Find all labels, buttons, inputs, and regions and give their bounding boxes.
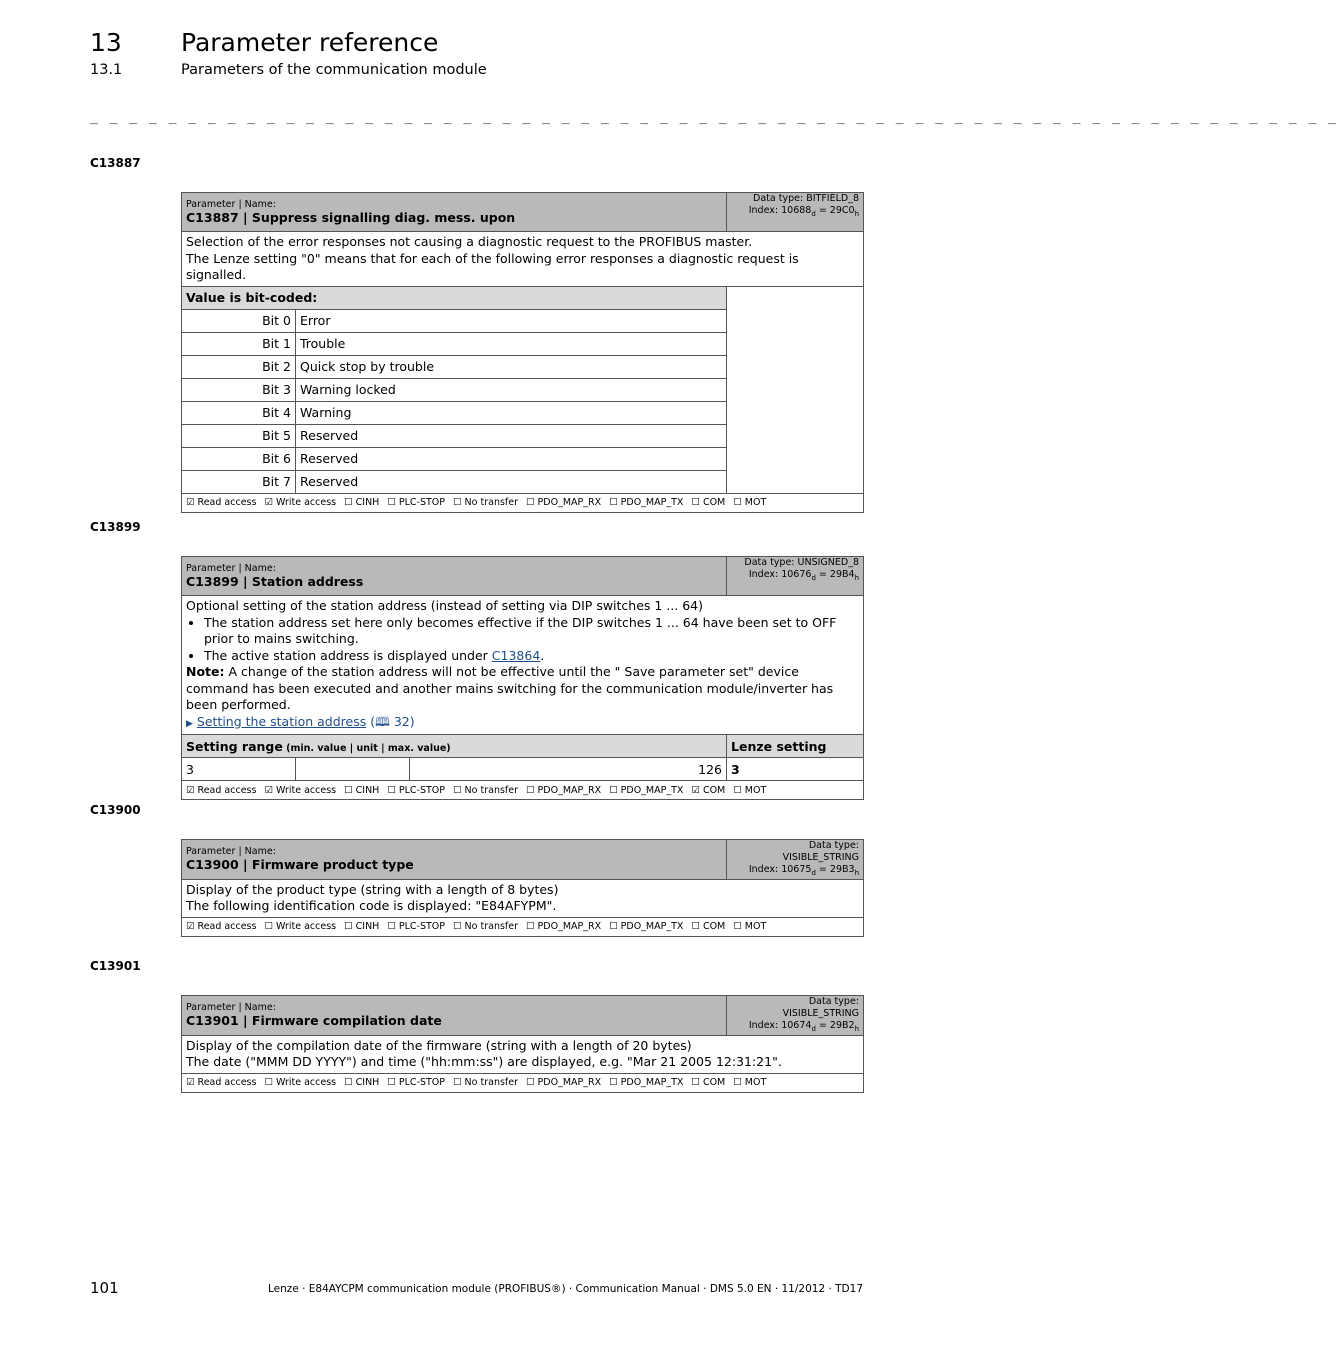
flag-write: ☐ Write access [264,1077,337,1089]
flag-pdo-rx: ☐ PDO_MAP_RX [526,784,602,796]
flag-no-transfer: ☐ No transfer [453,784,519,796]
flag-mot: ☐ MOT [733,784,767,796]
flag-com: ☐ COM [691,1077,726,1089]
index: Index: 10676 [748,569,812,580]
desc-line: Optional setting of the station address (instead of setting via DIP switches 1 ... 64) [186,598,703,613]
footer-text: Lenze · E84AYCPM communication module (PROFIBUS®) · Communication Manual · DMS 5.0 EN · 11/2012 · TD17 [268,1283,863,1295]
c13900-header [182,840,727,880]
index-hex: = 29C0 [815,205,855,216]
index-sub-h: h [854,868,859,877]
station-address-link[interactable]: Setting the station address [196,713,367,729]
c13901-flags [182,1073,864,1092]
desc-line: The date ("MMM DD YYYY") and time ("hh:mm:ss") are displayed, e.g. "Mar 21 2005 12:31:21". [186,1054,782,1070]
flag-read: ☑ Read access [186,497,257,508]
c13899-flags [182,781,864,800]
section-number: 13.1 [90,62,123,78]
bit-number: Bit 6 [182,447,296,470]
note [186,664,859,714]
c13900-table [181,839,864,937]
index-sub-d: d [811,868,816,877]
c13899-table [181,556,864,800]
link-page: 32) [389,713,415,729]
desc-line: Display of the product type (string with a length of 8 bytes) [186,881,559,897]
lenze-setting-label: Lenze setting [727,735,864,758]
flag-read: ☑ Read access [186,1077,257,1089]
c13899-name: C13899 | Station address [186,574,364,589]
flag-pdo-tx: ☐ PDO_MAP_TX [609,784,684,796]
flag-no-transfer: ☐ No transfer [453,921,519,933]
index-sub-h: h [854,1024,859,1033]
bit-desc: Warning locked [296,378,727,401]
flag-com: ☐ COM [691,921,726,933]
flag-pdo-rx: ☐ PDO_MAP_RX [526,1077,602,1089]
flag-pdo-tx: ☐ PDO_MAP_TX [609,497,684,508]
section-title: Parameters of the communication module [181,62,487,78]
index-hex: = 29B2 [815,1020,855,1031]
flag-pdo-tx: ☐ PDO_MAP_TX [609,1077,684,1089]
flag-mot: ☐ MOT [733,497,767,508]
bit-desc: Reserved [296,447,727,470]
flag-cinh: ☐ CINH [344,497,380,508]
bit-number: Bit 5 [182,424,296,447]
param-name-label: Parameter | Name: [186,199,276,210]
c13900-description [182,879,864,917]
c13900-flags [182,917,864,936]
index-sub-h: h [854,573,859,582]
c13901-header [182,996,727,1036]
flag-read: ☑ Read access [186,784,257,796]
note-text: A change of the station address will not be effective until the " Save parameter set" device command has been executed and another mains switching for the communication module/inverter has been performed. [186,664,834,712]
index: Index: 10688 [748,205,812,216]
range-unit [296,758,410,781]
flag-cinh: ☐ CINH [344,784,380,796]
range-min: 3 [182,758,296,781]
bit-desc: Warning [296,401,727,424]
c13901-datatype [727,996,864,1036]
flag-write: ☑ Write access [264,784,337,796]
header-rule: _ _ _ _ _ _ _ _ _ _ _ _ _ _ _ _ _ _ _ _ _ _ _ _ _ _ _ _ _ _ _ _ _ _ _ _ _ _ _ _ _ _ _ _ _ _ _ _ _ _ _ _ _ _ _ _ _ _ _ _ _ _ _ _ [90,110,1338,125]
bullet-text: . [540,647,545,663]
flag-write: ☑ Write access [264,497,337,508]
bit-number: Bit 4 [182,401,296,424]
c13887-datatype [727,193,864,232]
c13900-datatype [727,840,864,880]
desc-line: The following identification code is displayed: "E84AFYPM". [186,898,557,914]
range-sub: (min. value | unit | max. value) [282,742,451,754]
flag-plc-stop: ☐ PLC-STOP [387,784,446,796]
bit-desc: Reserved [296,470,727,493]
c13887-header [182,193,727,232]
flag-plc-stop: ☐ PLC-STOP [387,497,446,508]
c13899-datatype [727,557,864,596]
flag-no-transfer: ☐ No transfer [453,497,519,508]
flag-pdo-rx: ☐ PDO_MAP_RX [526,497,602,508]
index-sub-h: h [854,209,859,218]
bit-number: Bit 3 [182,378,296,401]
c13864-link[interactable]: C13864 [491,647,541,663]
index-sub-d: d [811,573,816,582]
flag-plc-stop: ☐ PLC-STOP [387,921,446,933]
flag-com: ☑ COM [691,784,726,796]
index-sub-d: d [811,1024,816,1033]
c13899-description [182,596,864,735]
bullet-text: The active station address is displayed under [204,647,492,663]
note-label: Note: [186,664,225,679]
flag-mot: ☐ MOT [733,1077,767,1089]
chapter-title: Parameter reference [181,28,439,57]
c13899-heading: C13899 [90,520,141,534]
param-name-label: Parameter | Name: [186,563,276,574]
bit-desc: Trouble [296,332,727,355]
c13901-heading: C13901 [90,959,141,973]
param-name-label: Parameter | Name: [186,846,276,857]
c13887-heading: C13887 [90,156,141,170]
c13900-name: C13900 | Firmware product type [186,857,414,872]
desc-line: Selection of the error responses not causing a diagnostic request to the PROFIBUS master. [186,234,753,249]
index: Index: 10675 [748,864,812,875]
index: Index: 10674 [748,1020,812,1031]
c13901-name: C13901 | Firmware compilation date [186,1013,442,1028]
flag-pdo-rx: ☐ PDO_MAP_RX [526,921,602,933]
bullet-item [204,648,859,665]
empty-cell [727,286,864,493]
bit-number: Bit 7 [182,470,296,493]
data-type: Data type: BITFIELD_8 [753,193,859,204]
setting-range-label [182,735,727,758]
desc-line: The Lenze setting "0" means that for each of the following error responses a diagnostic request is signalled. [186,250,799,282]
station-address-link-row [186,714,859,733]
param-name-label: Parameter | Name: [186,1002,276,1013]
c13901-table [181,995,864,1093]
bit-desc: Quick stop by trouble [296,355,727,378]
c13887-table [181,192,864,513]
bit-number: Bit 1 [182,332,296,355]
flag-cinh: ☐ CINH [344,921,380,933]
flag-no-transfer: ☐ No transfer [453,1077,519,1089]
arrow-right-icon: ▶ [186,718,193,729]
c13887-flags [182,493,864,512]
bullet-item: • The station address set here only becomes effective if the DIP switches 1 ... 64 have been set to OFF prior to mains switching. [204,615,859,648]
index-hex: = 29B4 [815,569,855,580]
flag-com: ☐ COM [691,497,726,508]
index-hex: = 29B3 [815,864,855,875]
bit-number: Bit 0 [182,309,296,332]
data-type: Data type: VISIBLE_STRING [782,996,859,1019]
bit-desc: Reserved [296,424,727,447]
c13887-name: C13887 | Suppress signalling diag. mess. upon [186,210,516,225]
flag-write: ☐ Write access [264,921,337,933]
desc-line: Display of the compilation date of the firmware (string with a length of 20 bytes) [186,1037,692,1053]
c13900-heading: C13900 [90,803,141,817]
index-sub-d: d [811,209,816,218]
c13887-description [182,232,864,287]
lenze-value: 3 [727,758,864,781]
bitcoded-label: Value is bit-coded: [182,286,727,309]
flag-mot: ☐ MOT [733,921,767,933]
bit-number: Bit 2 [182,355,296,378]
flag-pdo-tx: ☐ PDO_MAP_TX [609,921,684,933]
c13899-header [182,557,727,596]
data-type: Data type: VISIBLE_STRING [782,840,859,863]
link-ref: ( [366,713,376,729]
data-type: Data type: UNSIGNED_8 [744,557,859,568]
flag-plc-stop: ☐ PLC-STOP [387,1077,446,1089]
chapter-number: 13 [90,28,122,57]
range-max: 126 [410,758,727,781]
c13901-description [182,1035,864,1073]
flag-cinh: ☐ CINH [344,1077,380,1089]
flag-read: ☑ Read access [186,921,257,933]
page-number: 101 [90,1279,119,1297]
bit-desc: Error [296,309,727,332]
book-icon: 🕮 [375,713,390,729]
range-label: Setting range [186,738,283,754]
